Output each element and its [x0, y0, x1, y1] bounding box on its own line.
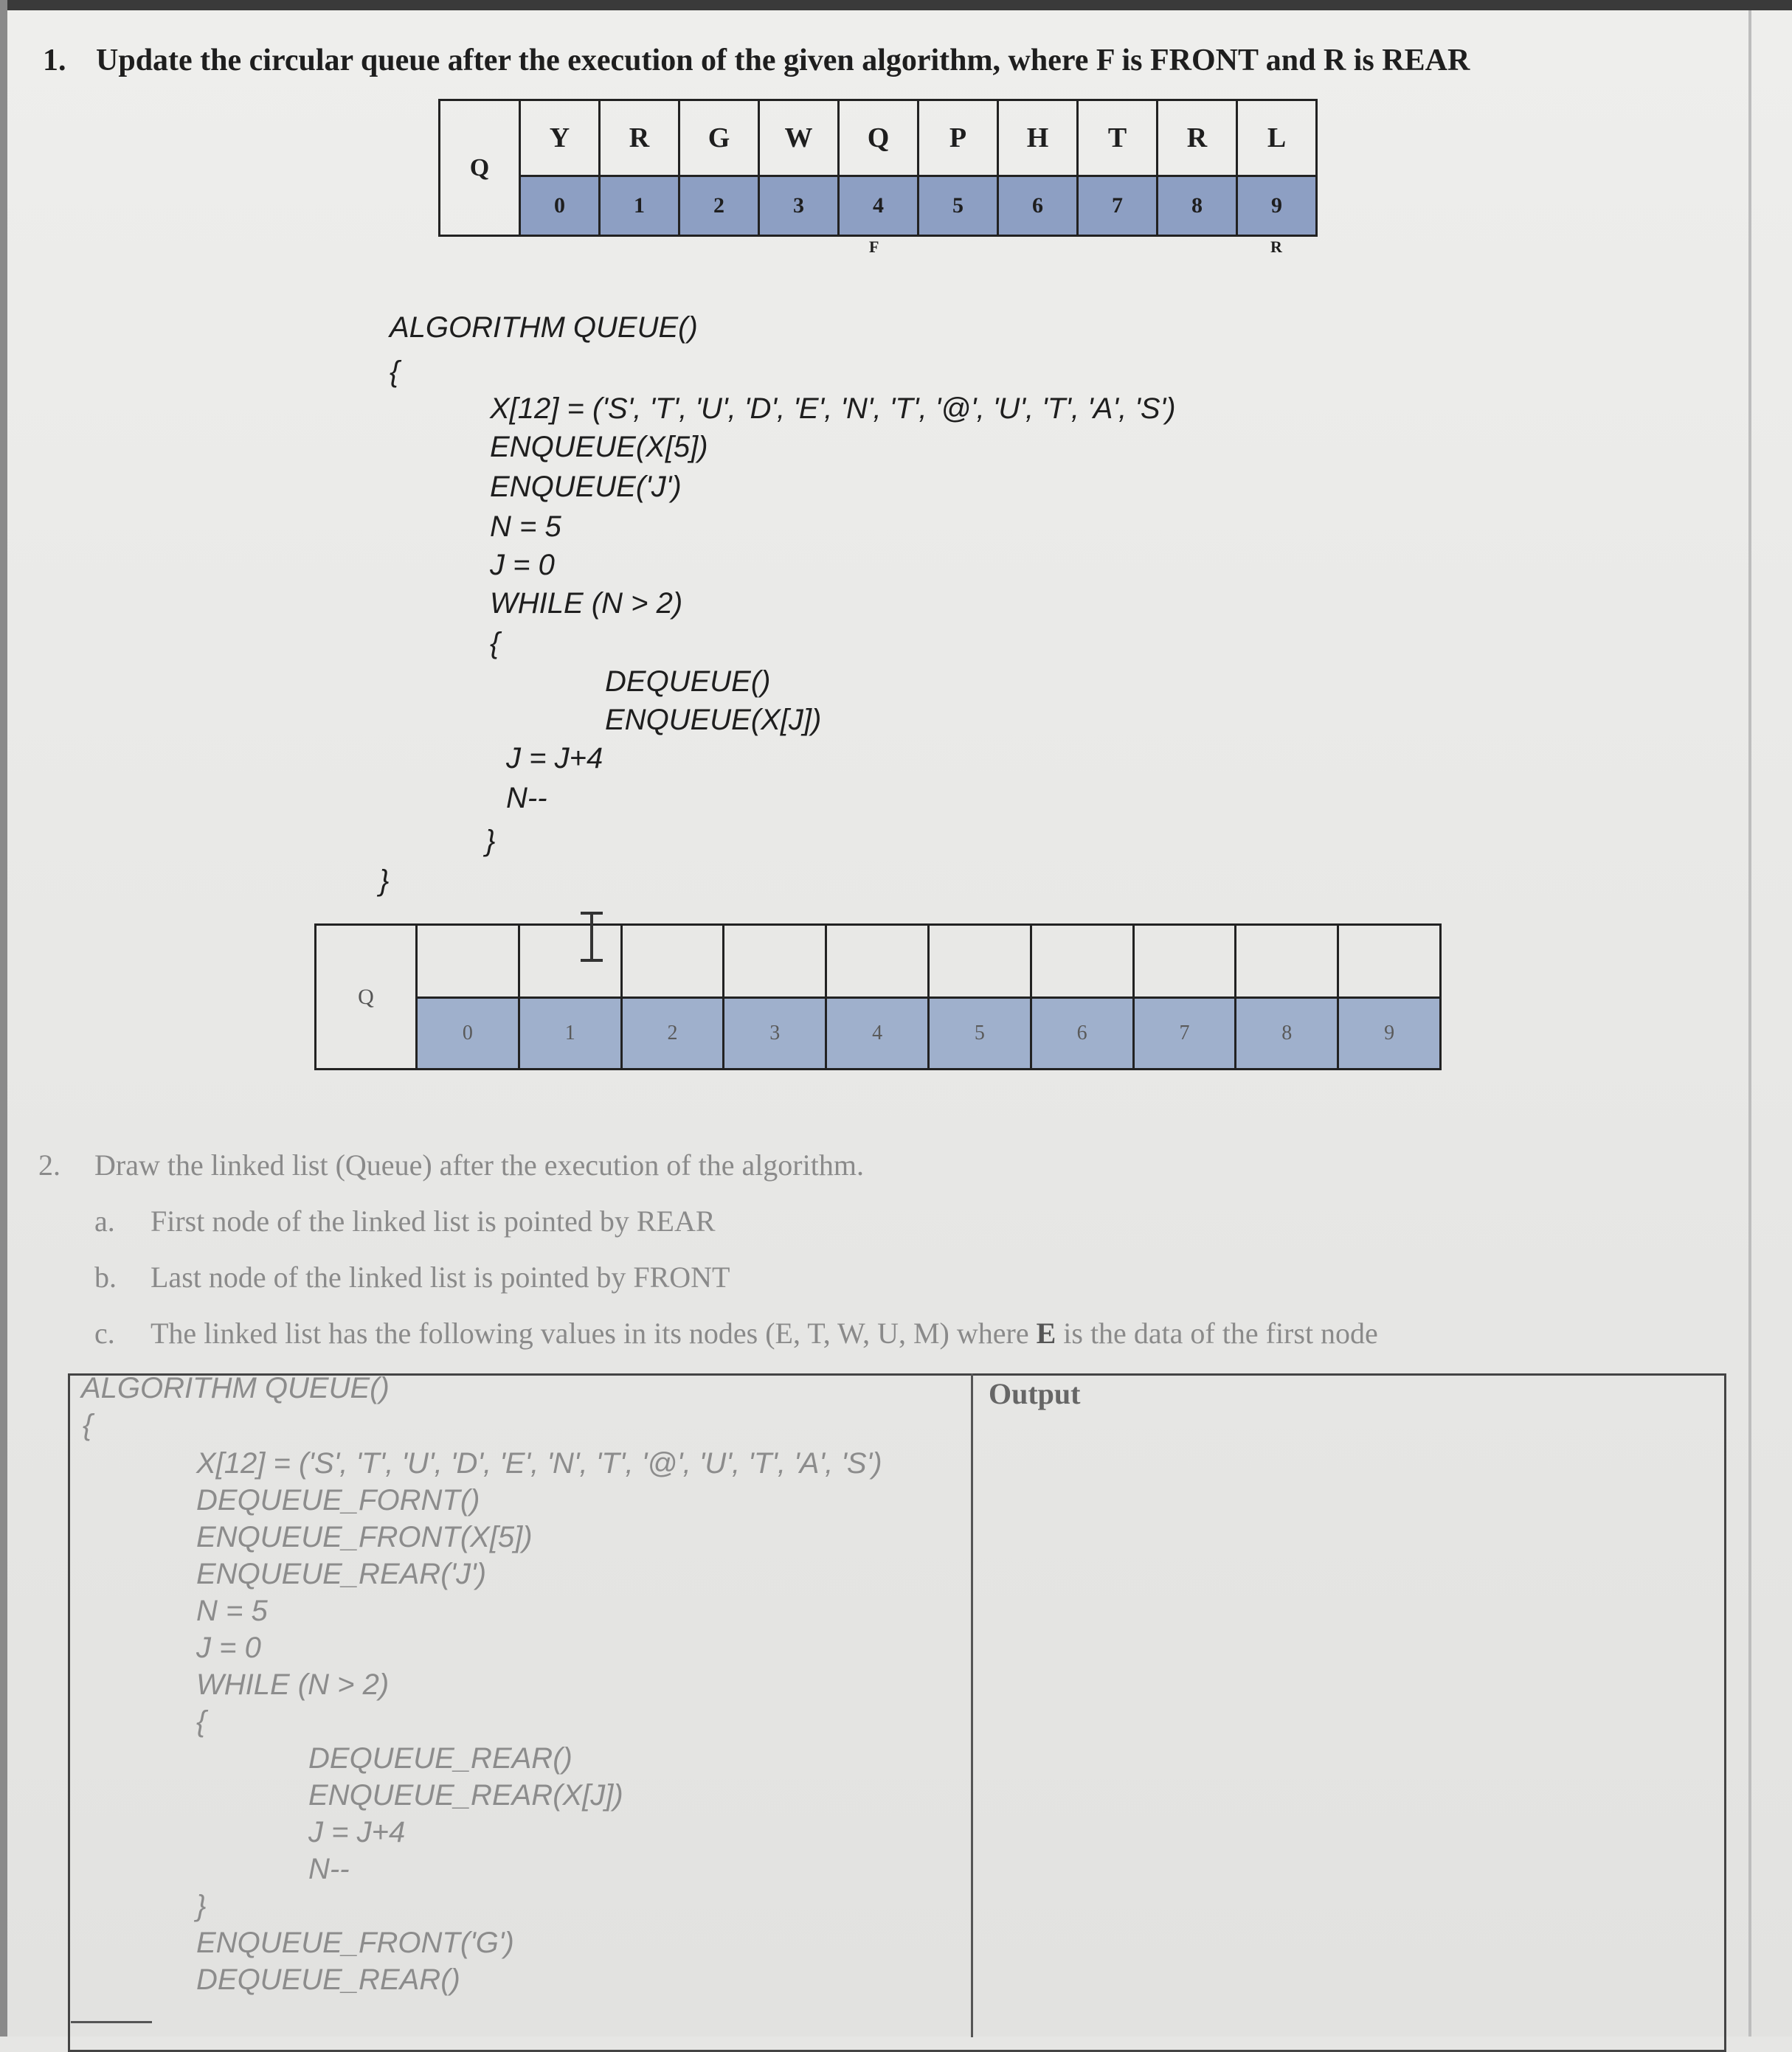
- index-cell: 9: [1237, 176, 1317, 236]
- queue-cell: R: [600, 100, 679, 176]
- answer-cell[interactable]: [928, 925, 1031, 998]
- code-line: J = J+4: [506, 742, 603, 774]
- question-number: 1.: [43, 44, 66, 77]
- index-cell: 9: [1338, 998, 1441, 1070]
- front-marker: F: [869, 238, 879, 256]
- question-number: 2.: [38, 1148, 60, 1182]
- index-cell: 1: [600, 176, 679, 236]
- queue-cell: H: [998, 100, 1078, 176]
- index-cell: 8: [1236, 998, 1338, 1070]
- index-cell: 5: [928, 998, 1031, 1070]
- answer-index-row: [316, 998, 1441, 1070]
- bottom-edge-mark: [71, 2021, 152, 2023]
- queue-cell: W: [759, 100, 839, 176]
- answer-cell[interactable]: [621, 925, 724, 998]
- index-cell: 6: [998, 176, 1078, 236]
- item-label: b.: [94, 1261, 117, 1294]
- screen-top-edge: [0, 0, 1792, 10]
- answer-cell[interactable]: [1236, 925, 1338, 998]
- code-line: {: [490, 627, 500, 659]
- code-line: N = 5: [490, 510, 561, 543]
- code-line: DEQUEUE_FORNT(): [196, 1484, 480, 1517]
- queue-cell: G: [679, 100, 759, 176]
- code-line: {: [196, 1705, 207, 1738]
- code-line: X[12] = ('S', 'T', 'U', 'D', 'E', 'N', 'T', '@', 'U', 'T', 'A', 'S'): [196, 1447, 882, 1480]
- queue-index-row: [440, 176, 1317, 236]
- index-cell: 2: [621, 998, 724, 1070]
- answer-cell[interactable]: [519, 925, 621, 998]
- item-text: Last node of the linked list is pointed by FRONT: [151, 1261, 730, 1294]
- output-label: Output: [989, 1377, 1081, 1410]
- index-cell: 4: [826, 998, 929, 1070]
- code-line: N--: [308, 1853, 350, 1885]
- queue-cell: T: [1078, 100, 1158, 176]
- index-cell: 4: [839, 176, 919, 236]
- queue-label: Q: [316, 925, 417, 1070]
- code-line: }: [196, 1890, 207, 1922]
- code-line: DEQUEUE_REAR(): [308, 1742, 572, 1775]
- algorithm-1-header: ALGORITHM QUEUE(): [390, 311, 698, 344]
- index-cell: 1: [519, 998, 621, 1070]
- queue-values-row: [440, 100, 1317, 176]
- index-cell: 3: [724, 998, 826, 1070]
- queue-cell: Q: [839, 100, 919, 176]
- item-label: c.: [94, 1317, 115, 1350]
- answer-cell[interactable]: [417, 925, 519, 998]
- item-text: First node of the linked list is pointed by REAR: [151, 1204, 716, 1238]
- index-cell: 0: [520, 176, 600, 236]
- code-line: J = 0: [196, 1632, 261, 1664]
- code-line: ENQUEUE_FRONT('G'): [196, 1927, 514, 1959]
- page-right-border: [1748, 10, 1751, 2037]
- item-label: a.: [94, 1204, 115, 1238]
- code-line: ENQUEUE('J'): [490, 471, 682, 503]
- index-cell: 7: [1078, 176, 1158, 236]
- column-divider: [971, 1373, 973, 2037]
- code-line: ENQUEUE_REAR(X[J]): [308, 1779, 623, 1812]
- answer-values-row: [316, 925, 1441, 998]
- code-line: ENQUEUE_FRONT(X[5]): [196, 1521, 533, 1553]
- code-line: WHILE (N > 2): [196, 1668, 390, 1701]
- algorithm-1-open-brace: {: [390, 356, 400, 388]
- initial-queue-table: [438, 99, 1318, 237]
- index-cell: 8: [1158, 176, 1237, 236]
- algorithm-2-open-brace: {: [83, 1409, 93, 1441]
- code-line: ENQUEUE(X[5]): [490, 431, 708, 463]
- code-line: DEQUEUE(): [605, 665, 771, 698]
- index-cell: 3: [759, 176, 839, 236]
- code-line: }: [485, 825, 496, 857]
- code-line: N--: [506, 782, 547, 814]
- screen-left-edge: [0, 0, 7, 2037]
- item-text: The linked list has the following values in its nodes (E, T, W, U, M) where E is the data of the first node: [151, 1317, 1378, 1350]
- answer-cell[interactable]: [1031, 925, 1133, 998]
- queue-cell: R: [1158, 100, 1237, 176]
- queue-cell: L: [1237, 100, 1317, 176]
- answer-cell[interactable]: [826, 925, 929, 998]
- rear-marker: R: [1270, 238, 1282, 256]
- queue-label: Q: [440, 100, 520, 236]
- algorithm-2-header: ALGORITHM QUEUE(): [81, 1372, 390, 1404]
- answer-cell[interactable]: [1133, 925, 1236, 998]
- queue-cell: Y: [520, 100, 600, 176]
- index-cell: 0: [417, 998, 519, 1070]
- code-line: N = 5: [196, 1595, 268, 1627]
- queue-cell: P: [919, 100, 998, 176]
- code-line: J = J+4: [308, 1816, 406, 1848]
- answer-queue-table: [314, 923, 1442, 1070]
- algorithm-1-close-brace: }: [379, 864, 390, 897]
- code-line: WHILE (N > 2): [490, 587, 683, 620]
- code-line: DEQUEUE_REAR(): [196, 1963, 460, 1996]
- index-cell: 6: [1031, 998, 1133, 1070]
- index-cell: 2: [679, 176, 759, 236]
- code-line: ENQUEUE(X[J]): [605, 704, 822, 736]
- code-line: J = 0: [490, 549, 555, 581]
- code-line: X[12] = ('S', 'T', 'U', 'D', 'E', 'N', 'T', '@', 'U', 'T', 'A', 'S'): [490, 392, 1176, 425]
- code-line: ENQUEUE_REAR('J'): [196, 1558, 487, 1590]
- index-cell: 5: [919, 176, 998, 236]
- text-cursor-icon: [581, 910, 603, 963]
- answer-cell[interactable]: [1338, 925, 1441, 998]
- question-text: Update the circular queue after the execution of the given algorithm, where F is FRONT and R is REAR: [96, 44, 1470, 77]
- question-text: Draw the linked list (Queue) after the execution of the algorithm.: [94, 1148, 864, 1182]
- answer-cell[interactable]: [724, 925, 826, 998]
- index-cell: 7: [1133, 998, 1236, 1070]
